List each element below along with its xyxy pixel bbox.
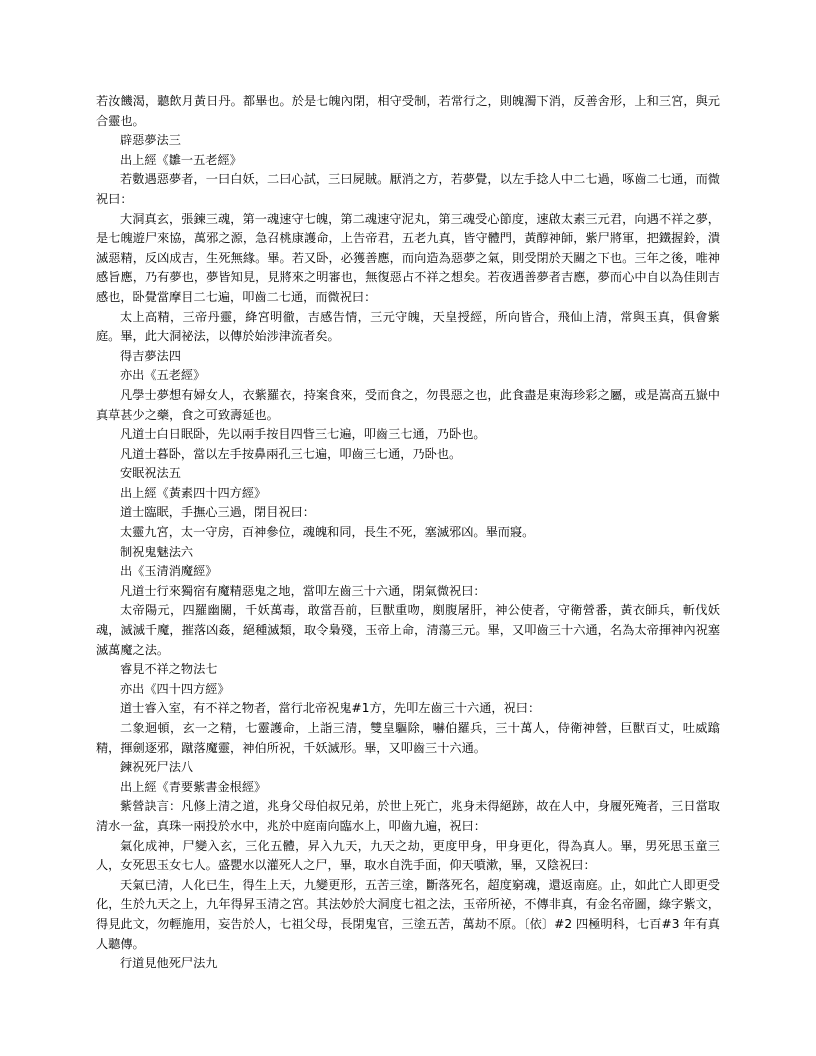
paragraph: 凡道士白日眠卧，先以兩手按目四眥三七遍，叩齒三七通，乃卧也。 bbox=[120, 427, 486, 442]
paragraph: 行道見他死尸法九 bbox=[120, 956, 218, 971]
paragraph: 制祝鬼魅法六 bbox=[120, 544, 194, 559]
paragraph: 太帝陽元，四羅幽關，千妖萬毒，敢當吾前，巨獸重吻，剫腹屠肝，神公使者，守衛營番，黃衣師兵，斬伐妖魂，滅滅千魔，摧落凶姦，絕種滅類，取令梟殘，玉帝上命，清蕩三元。畢，又叩齒三十六通，名為太帝揮神內祝塞滅萬魔之法。 bbox=[96, 603, 720, 657]
paragraph: 若汝饑渴，聽飲月黃日丹。都畢也。於是七魄內閉，相守受制，若常行之，則魄濁下消，反善舍形，上和三宮，與元合靈也。 bbox=[96, 94, 720, 128]
paragraph: 道士睿入室，有不祥之物者，當行北帝祝鬼#1方，先叩左齒三十六通，祝曰： bbox=[120, 701, 541, 716]
paragraph: 若數遇惡夢者，一曰白妖，二曰心試，三曰屍賊。厭消之方，若夢覺，以左手捻人中二七過，啄齒二七通，而微祝曰： bbox=[96, 172, 720, 206]
paragraph: 紫營訣言：凡修上清之道，兆身父母伯叔兄弟，於世上死亡，兆身未得絕跡，故在人中，身履死殗者，三日當取清水一盆，真珠一兩投於水中，兆於中庭南向臨水上，叩齒九遍，祝曰： bbox=[96, 799, 720, 833]
paragraph: 辟惡夢法三 bbox=[120, 133, 181, 148]
paragraph: 太靈九宮，太一守房，百神參位，魂魄和同，長生不死，塞滅邪凶。畢而寢。 bbox=[120, 525, 535, 540]
paragraph: 出上經《雛一五老經》 bbox=[120, 152, 242, 167]
document-body bbox=[96, 92, 720, 974]
paragraph: 凡道士暮卧，當以左手按鼻兩孔三七遍，叩齒三七通，乃卧也。 bbox=[120, 446, 462, 461]
paragraph: 道士臨眠，手撫心三過，閉目祝曰： bbox=[120, 505, 315, 520]
paragraph: 天氣已清，人化已生，得生上天，九變更形，五苦三塗，斷落死名，超度窮魂，還返南庭。止，如此亡人即更受化，生於九天之上，九年得昇玉清之宮。其法妙於大洞度七祖之法，玉帝所祕，不傳非真，有金名帝圖，綠字紫文，得見此文，勿輕施用，妄告於人，七祖父母，長閉鬼官，三塗五苦，萬劫不原。〔依〕#2 四極明科，七百#3 年有真人聽傳。 bbox=[96, 877, 720, 951]
paragraph: 大洞真玄，張鍊三魂，第一魂速守七魄，第二魂速守泥丸，第三魂受心節度，速啟太素三元君，向遇不祥之夢，是七魄遊尸來協，萬邪之源，急召桃康護命，上告帝君，五老九真，皆守體門，黃醇神師，紫尸將軍，把鐵握鈴，潰滅惡精，反凶成吉，生死無緣。畢。若又卧，必獲善應，而向造為惡夢之氣，則受閉於天關之下也。三年之後，唯神感旨應，乃有夢也，夢皆知見，見將來之明審也，無復惡占不祥之想矣。若夜遇善夢者吉應，夢而心中自以為佳則吉感也，卧覺當摩目二七遍，叩齒二七通，而微祝曰： bbox=[96, 211, 720, 304]
paragraph: 凡學士夢想有婦女人，衣紫羅衣，持案食來，受而食之，勿畏惡之也，此食盡是東海珍彩之屬，或是嵩高五嶽中真草甚少之藥，食之可致壽延也。 bbox=[96, 387, 720, 422]
paragraph: 安眠祝法五 bbox=[120, 466, 181, 481]
paragraph: 二象迴頓，玄一之精，七靈護命，上詣三清，雙皇驅除，嚇伯羅兵，三十萬人，侍衛神營，巨獸百丈，吐威蹹精，揮劍逐邪，蹴落魔靈，神伯所祝，千妖滅形。畢，又叩齒三十六通。 bbox=[96, 721, 720, 755]
paragraph: 氣化成神，尸變入玄，三化五體，昇入九天，九天之劫，更度甲身，甲身更化，得為真人。畢，男死思玉童三人，女死思玉女七人。盛甖水以灌死人之尸，畢，取水自洗手面，仰天噴漱，畢，又陰祝曰： bbox=[96, 838, 720, 873]
paragraph: 出上經《黃素四十四方經》 bbox=[120, 485, 267, 500]
paragraph: 亦出《五老經》 bbox=[120, 368, 206, 383]
paragraph: 得吉夢法四 bbox=[120, 348, 181, 363]
paragraph: 出《玉清消魔經》 bbox=[120, 564, 218, 579]
paragraph: 出上經《青要紫書金根經》 bbox=[120, 779, 267, 794]
paragraph: 亦出《四十四方經》 bbox=[120, 681, 230, 696]
paragraph: 鍊祝死尸法八 bbox=[120, 760, 194, 775]
paragraph: 太上高精，三帝丹靈，絳宮明徹，吉感告情，三元守魄，天皇授經，所向皆合，飛仙上清，常與玉真，俱會紫庭。畢，此大洞祕法，以傳於始涉津流者矣。 bbox=[96, 309, 720, 344]
paragraph: 凡道士行來獨宿有魔精惡鬼之地，當叩左齒三十六通，閉氣微祝曰： bbox=[120, 583, 486, 598]
paragraph: 睿見不祥之物法七 bbox=[120, 662, 218, 677]
